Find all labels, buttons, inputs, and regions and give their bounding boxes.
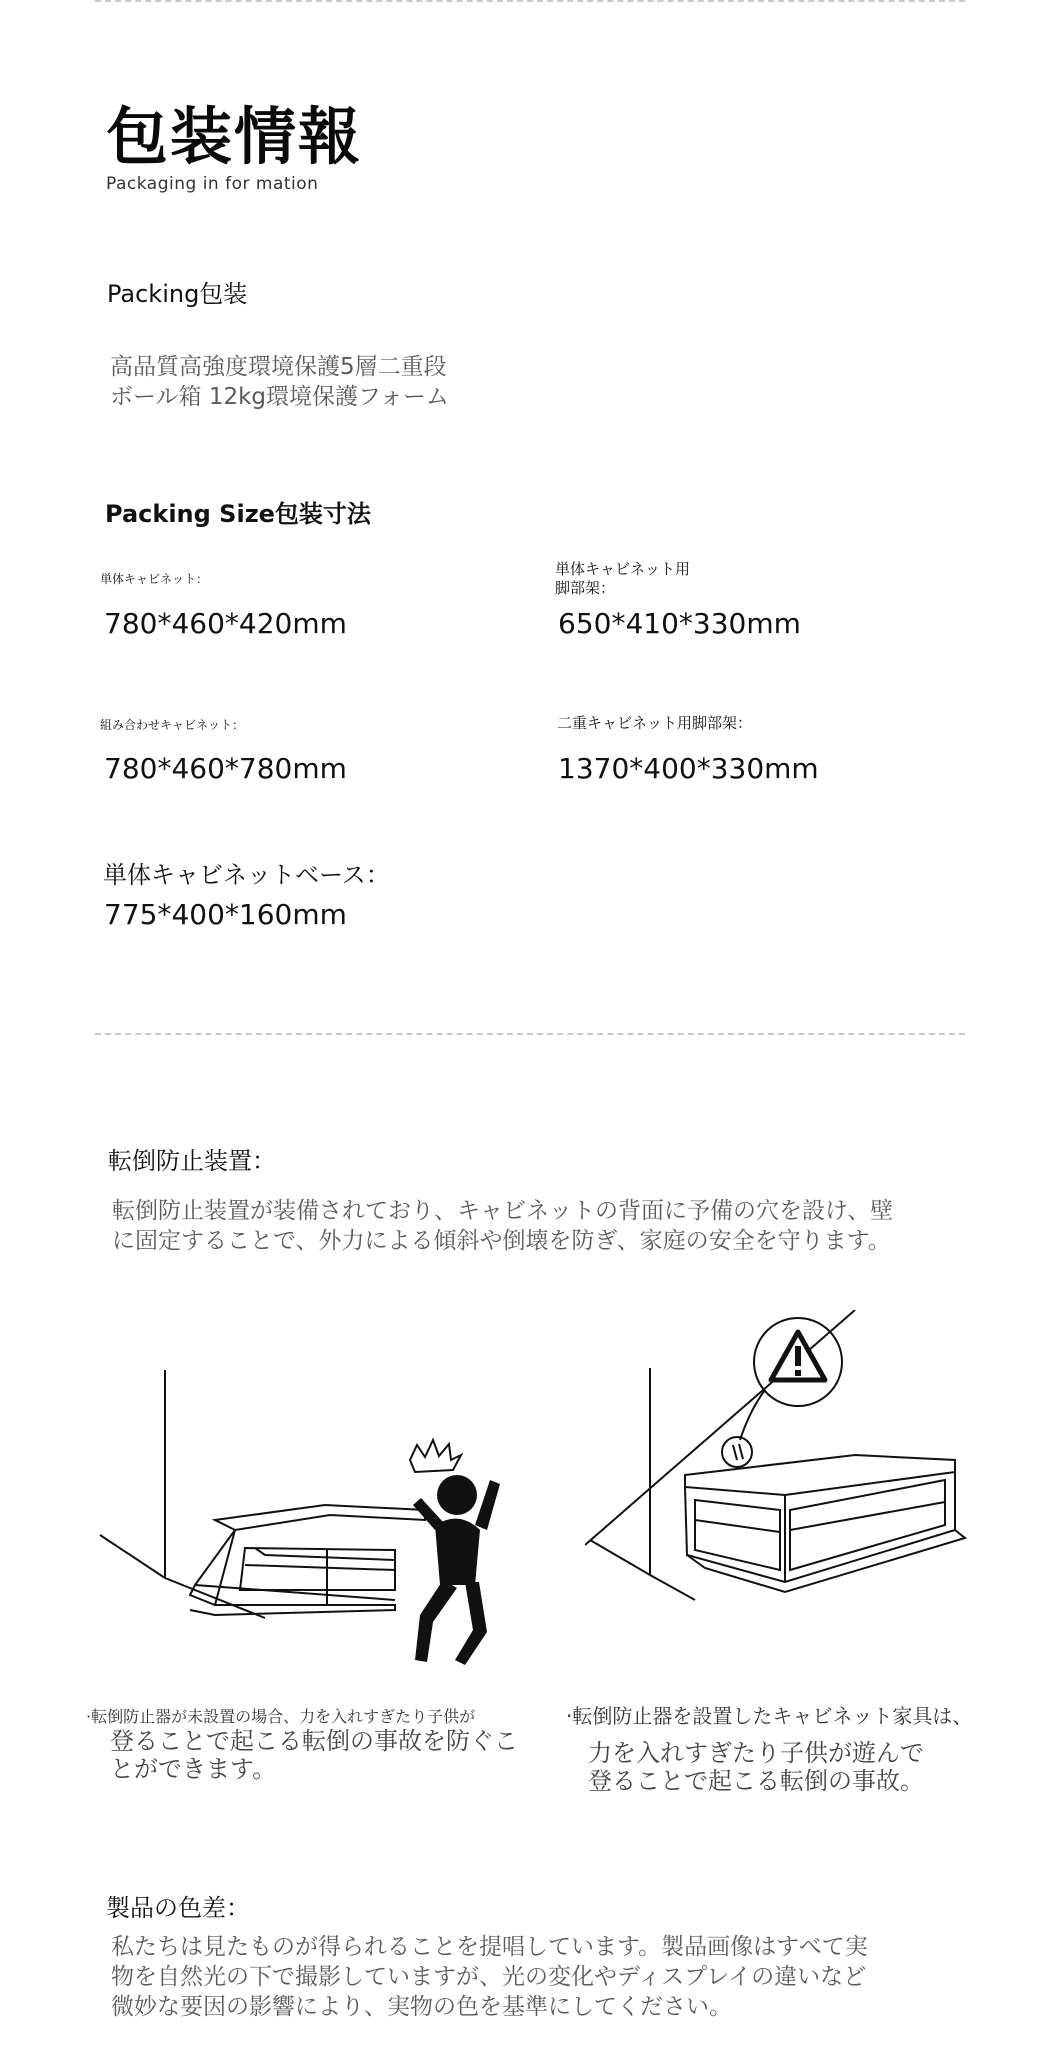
packing-heading: Packing包装 [107,280,248,308]
size-value: 780*460*780mm [104,752,347,785]
page-title: 包装情報 [106,100,363,173]
color-diff-description [111,1932,868,2022]
color-diff-line: 私たちは見たものが得られることを提唱しています。製品画像はすべて実 [111,1934,868,1960]
right-caption-line: 力を入れすぎたり子供が遊んで [588,1739,924,1767]
size-label [555,560,690,598]
size-label: 二重キャビネット用脚部架： [557,714,753,732]
size-value: 780*460*420mm [104,607,347,640]
size-value: 1370*400*330mm [558,752,819,785]
left-caption [86,1704,518,1783]
tipping-cabinet-illustration [95,1360,535,1680]
top-divider [95,0,965,2]
packing-size-heading: Packing Size包装寸法 [105,500,371,528]
impact-burst-icon [410,1440,461,1472]
size-label-line: 脚部架： [555,579,616,597]
size-label-line: 単体キャビネット用 [555,560,691,578]
page-subtitle: Packaging in for mation [106,174,319,194]
anti-tip-desc-line: 転倒防止装置が装備されており、キャビネットの背面に予備の穴を設け、壁 [112,1198,894,1224]
packing-desc-line: ボール箱 12kg環境保護フォーム [110,384,449,410]
warning-triangle-icon [771,1332,825,1380]
right-caption [566,1700,972,1795]
size-value: 650*410*330mm [558,607,801,640]
size-label: 単体キャビネットベース： [103,861,390,889]
section-divider [95,1033,965,1035]
anti-tip-desc-line: に固定することで、外力による傾斜や倒壊を防ぎ、家庭の安全を守ります。 [112,1228,891,1254]
color-diff-line: 物を自然光の下で撮影していますが、光の変化やディスプレイの違いなど [111,1964,867,1990]
size-label: 単体キャビネット： [100,572,209,586]
anti-tip-heading: 転倒防止装置： [108,1147,276,1175]
left-caption-line: ·転倒防止器が未設置の場合、力を入れすぎたり子供が [86,1707,476,1726]
size-value: 775*400*160mm [104,898,347,931]
anti-tip-description [112,1196,893,1256]
anchored-cabinet-illustration [585,1310,985,1610]
right-caption-line: ·転倒防止器を設置したキャビネット家具は、 [566,1704,973,1728]
left-caption-line: とができます。 [110,1755,277,1783]
left-caption-line: 登ることで起こる転倒の事故を防ぐこ [110,1727,518,1755]
right-caption-line: 登ることで起こる転倒の事故。 [588,1767,924,1795]
packing-desc-line: 高品質高強度環境保護5層二重段 [110,354,447,380]
color-diff-heading: 製品の色差： [106,1894,250,1922]
packing-description [110,352,449,412]
color-diff-line: 微妙な要因の影響により、実物の色を基準にしてください。 [111,1994,732,2020]
size-label: 組み合わせキャビネット： [100,718,245,732]
